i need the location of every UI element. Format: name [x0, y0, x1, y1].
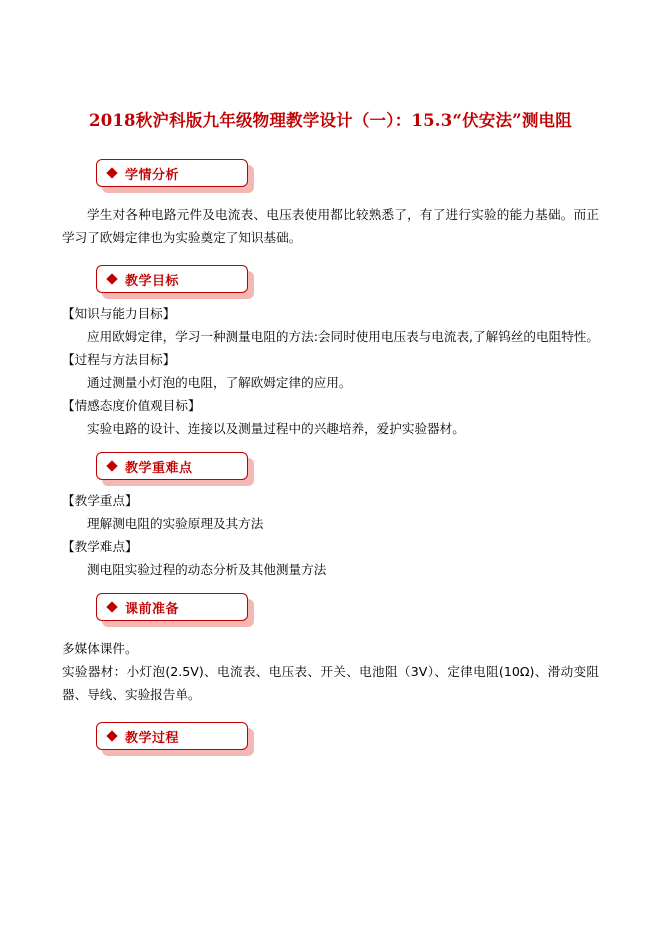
subsection-head: 【知识与能力目标】 — [62, 306, 176, 321]
subsection-head: 【过程与方法目标】 — [62, 352, 176, 367]
diamond-bullet-icon — [106, 601, 117, 612]
section-label-text: 教学重难点 — [125, 460, 193, 476]
diamond-bullet-icon — [106, 730, 117, 741]
subsection-text: 通过测量小灯泡的电阻，了解欧姆定律的应用。 — [87, 375, 352, 390]
subsection-head: 【教学重点】 — [62, 493, 138, 508]
section-heading-zhongnandian — [62, 452, 599, 480]
section-paragraph: 学生对各种电路元件及电流表、电压表使用都比较熟悉了，有了进行实验的能力基础。而正学习了欧姆定律也为实验奠定了知识基础。 — [62, 207, 599, 245]
diamond-bullet-icon — [106, 460, 117, 471]
section-label-text: 课前准备 — [125, 601, 180, 617]
subsection-text: 理解测电阻的实验原理及其方法 — [87, 516, 264, 531]
diamond-bullet-icon — [106, 167, 117, 178]
section-heading-keqianzhunbei — [62, 593, 599, 621]
subsection-text: 应用欧姆定律，学习一种测量电阻的方法:会同时使用电压表与电流表,了解钨丝的电阻特性。 — [87, 329, 599, 344]
section-heading-jiaoxueguocheng — [62, 722, 599, 750]
diamond-bullet-icon — [106, 273, 117, 284]
subsection-text: 测电阻实验过程的动态分析及其他测量方法 — [87, 562, 327, 577]
section-heading-mubiao — [62, 265, 599, 293]
section-label-text: 学情分析 — [125, 167, 180, 183]
section-label-text: 教学目标 — [125, 273, 180, 289]
subsection-head: 【教学难点】 — [62, 539, 138, 554]
section-paragraph: 多媒体课件。 — [62, 641, 138, 656]
section-label-text: 教学过程 — [125, 730, 180, 746]
page-title: 2018秋沪科版九年级物理教学设计（一）：15.3“伏安法”测电阻 — [89, 111, 572, 130]
subsection-head: 【情感态度价值观目标】 — [62, 398, 201, 413]
section-paragraph: 实验器材：小灯泡(2.5V)、电流表、电压表、开关、电池阻（3V）、定律电阻(10Ω)、滑动变阻器、导线、实验报告单。 — [62, 664, 599, 702]
subsection-text: 实验电路的设计、连接以及测量过程中的兴趣培养，爱护实验器材。 — [87, 421, 465, 436]
section-heading-xueqing — [62, 159, 599, 187]
